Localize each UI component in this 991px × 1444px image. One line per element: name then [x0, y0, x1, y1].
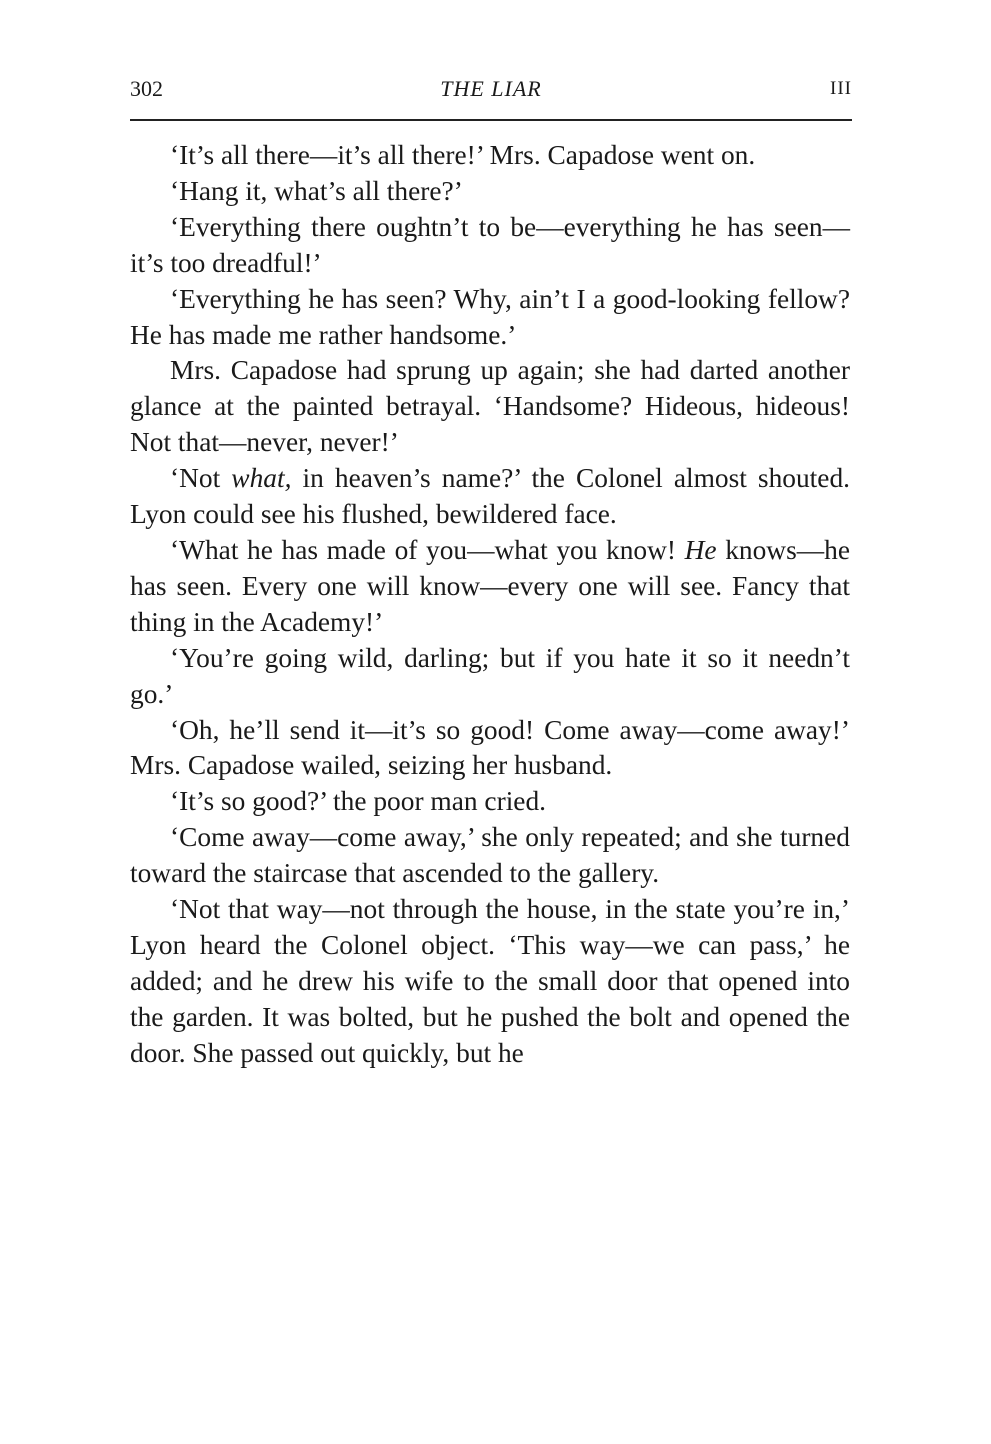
- paragraph: ‘It’s all there—it’s all there!’ Mrs. Capadose went on.: [170, 140, 756, 170]
- paragraph: ‘You’re going wild, darling; but if you hate it so it needn’t go.’: [130, 642, 850, 709]
- running-head: [130, 74, 852, 104]
- text-run: in heaven’s name?’ the Colonel almost shouted. Lyon could see his flushed, bewildered face.: [130, 463, 850, 530]
- body-text: [130, 138, 850, 1072]
- paragraph: ‘Oh, he’ll send it—it’s so good! Come away—come away!’ Mrs. Capadose wailed, seizing her husband.: [130, 714, 850, 781]
- paragraph: ‘It’s so good?’ the poor man cried.: [170, 786, 547, 817]
- text-run: ‘Not: [170, 463, 232, 494]
- paragraph: [130, 461, 850, 533]
- italic-word: He: [684, 534, 717, 565]
- paragraph: [130, 533, 850, 641]
- paragraph: Mrs. Capadose had sprung up again; she had darted another glance at the painted betrayal. ‘Handsome? Hideous, hideous! Not that—never, never!’: [130, 355, 850, 458]
- italic-word: what,: [231, 463, 292, 494]
- paragraph: ‘Everything he has seen? Why, ain’t I a good-looking fellow? He has made me rather handsome.’: [130, 283, 850, 350]
- running-title: THE LIAR: [440, 76, 542, 101]
- paragraph: ‘Everything there oughtn’t to be—everything he has seen—it’s too dreadful!’: [130, 211, 850, 278]
- chapter-number: III: [830, 78, 852, 99]
- page-number: 302: [130, 76, 163, 101]
- text-run: ‘What he has made of you—what you know!: [170, 534, 685, 565]
- paragraph: ‘Hang it, what’s all there?’: [170, 175, 463, 206]
- paragraph: ‘Come away—come away,’ she only repeated; and she turned toward the staircase that ascended to the gallery.: [130, 822, 850, 889]
- paragraph: ‘Not that way—not through the house, in the state you’re in,’ Lyon heard the Colonel object. ‘This way—we can pass,’ he added; and he drew his wife to the small door that opened into the garden. It was bolted, but he pushed the bolt and opened the door. She passed out quickly, but he: [130, 894, 850, 1068]
- text-run: knows—he has seen. Every one will know—every one will see. Fancy that thing in the Academy!’: [130, 534, 850, 637]
- header-rule: [130, 119, 852, 121]
